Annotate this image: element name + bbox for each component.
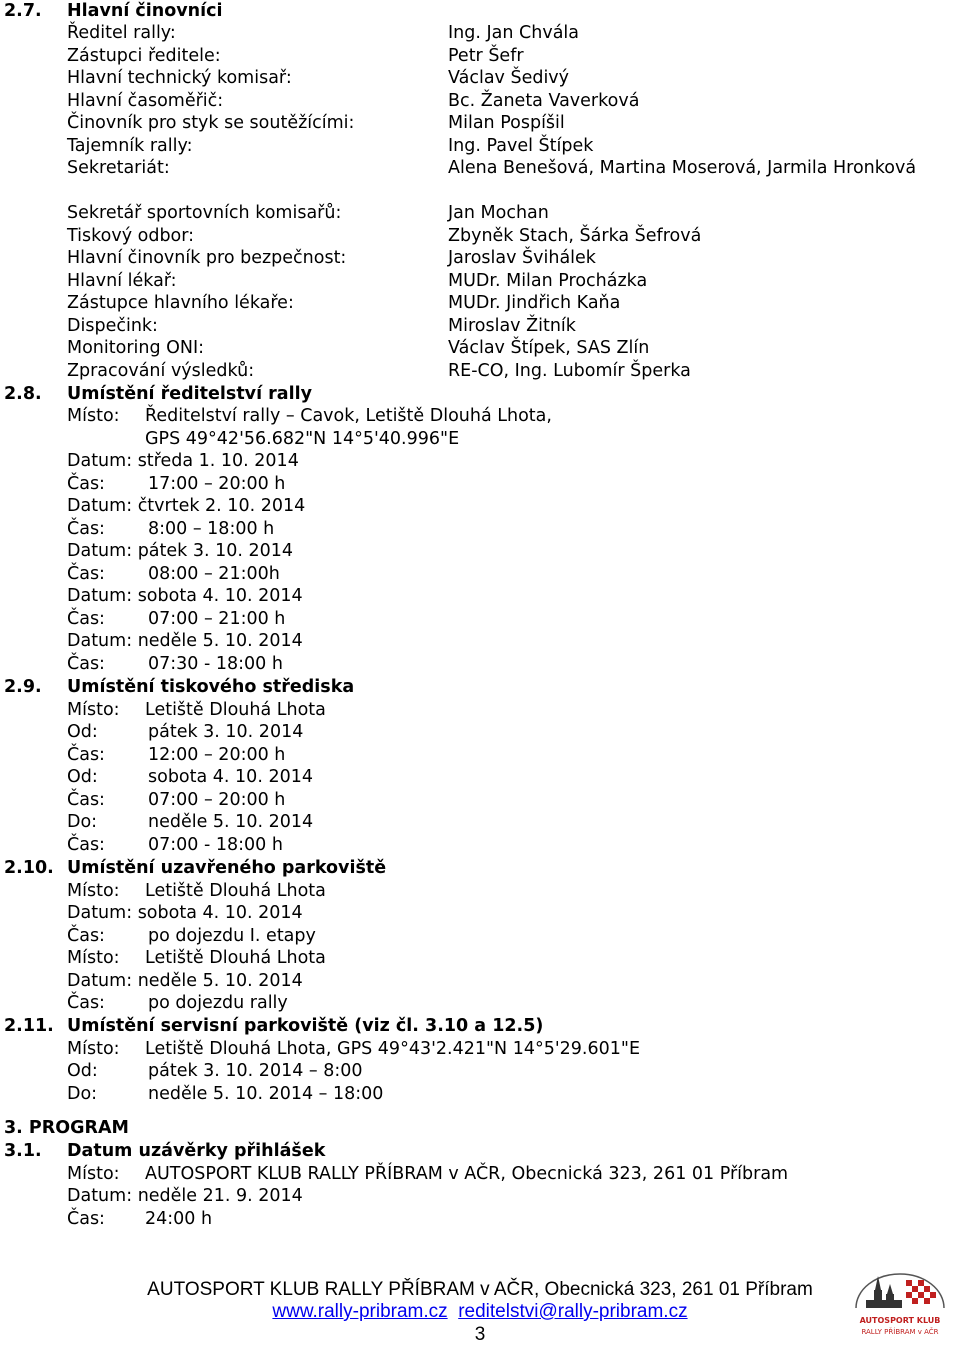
- value-datum: pátek 3. 10. 2014: [137, 541, 294, 561]
- value-dispecink: Miroslav Žitník: [448, 316, 576, 336]
- label-misto: Místo:: [67, 1164, 120, 1184]
- label-datum: Datum: středa 1. 10. 2014: [67, 451, 299, 471]
- value-tajemnik: Ing. Pavel Štípek: [448, 136, 594, 156]
- section-title-uzavrene-parkoviste: Umístění uzavřeného parkoviště: [67, 858, 387, 878]
- value-datum: čtvrtek 2. 10. 2014: [137, 496, 306, 516]
- section-title-servisni-parkoviste: Umístění servisní parkoviště (viz čl. 3.10 a 12.5): [67, 1016, 544, 1036]
- label-od: Od:: [67, 722, 98, 742]
- label-dispecink: Dispečink:: [67, 316, 158, 336]
- logo-text-bottom: RALLY PŘÍBRAM v AČR: [861, 1328, 939, 1336]
- section-number-2-8: 2.8.: [4, 384, 42, 404]
- logo-text-top: AUTOSPORT KLUB: [859, 1316, 941, 1325]
- value-misto-line1: Ředitelství rally – Cavok, Letiště Dlouhá Lhota,: [145, 406, 552, 426]
- value-cas: 17:00 – 20:00 h: [148, 474, 286, 494]
- value-cas: 07:00 - 18:00 h: [148, 835, 283, 855]
- value-casomeric: Bc. Žaneta Vaverková: [448, 91, 640, 111]
- page-number: 3: [474, 1324, 486, 1345]
- value-styk-se-soutezicimi: Milan Pospíšil: [448, 113, 565, 133]
- label-zastupci: Zástupci ředitele:: [67, 46, 221, 66]
- value-hlavni-lekar: MUDr. Milan Procházka: [448, 271, 648, 291]
- label-zpracovani-vysledku: Zpracování výsledků:: [67, 361, 255, 381]
- section-number-2-11: 2.11.: [4, 1016, 54, 1036]
- value-do: neděle 5. 10. 2014 – 18:00: [148, 1084, 384, 1104]
- footer-links: [0, 1301, 960, 1323]
- value-misto: Letiště Dlouhá Lhota, GPS 49°43'2.421"N 14°5'29.601"E: [145, 1039, 640, 1059]
- label-cas: Čas:: [67, 745, 105, 765]
- value-misto: Letiště Dlouhá Lhota: [145, 948, 326, 968]
- value-reditel: Ing. Jan Chvála: [448, 23, 580, 43]
- label-misto: Místo:: [67, 406, 120, 426]
- label-misto: Místo:: [67, 700, 120, 720]
- value-cas: 07:00 – 20:00 h: [148, 790, 286, 810]
- label-datum: Datum: neděle 5. 10. 2014: [67, 971, 303, 991]
- label-bezpecnost: Hlavní činovník pro bezpečnost:: [67, 248, 347, 268]
- value-misto-gps: GPS 49°42'56.682"N 14°5'40.996"E: [145, 429, 460, 449]
- label-do: Do:: [67, 1084, 98, 1104]
- value-datum: sobota 4. 10. 2014: [137, 903, 303, 923]
- club-logo: [848, 1268, 952, 1340]
- value-technicky-komisar: Václav Šedivý: [448, 68, 570, 88]
- label-datum: Datum: pátek 3. 10. 2014: [67, 541, 294, 561]
- value-datum: neděle 21. 9. 2014: [137, 1186, 303, 1206]
- label-zastupce-lekare: Zástupce hlavního lékaře:: [67, 293, 294, 313]
- label-tajemnik: Tajemník rally:: [67, 136, 193, 156]
- label-datum: Datum: neděle 21. 9. 2014: [67, 1186, 303, 1206]
- section-program: 3. PROGRAM: [4, 1118, 129, 1138]
- value-misto: AUTOSPORT KLUB RALLY PŘÍBRAM v AČR, Obecnická 323, 261 01 Příbram: [145, 1164, 789, 1184]
- value-bezpecnost: Jaroslav Švihálek: [448, 248, 596, 268]
- label-cas: Čas:: [67, 926, 105, 946]
- value-cas: 8:00 – 18:00 h: [148, 519, 275, 539]
- label-styk-se-soutezicimi: Činovník pro styk se soutěžícími:: [67, 113, 355, 133]
- section-number-2-10: 2.10.: [4, 858, 54, 878]
- label-misto: Místo:: [67, 1039, 120, 1059]
- label-reditel: Ředitel rally:: [67, 23, 176, 43]
- value-zastupce-lekare: MUDr. Jindřich Kaňa: [448, 293, 621, 313]
- value-cas: 08:00 – 21:00h: [148, 564, 280, 584]
- label-datum: Datum: čtvrtek 2. 10. 2014: [67, 496, 306, 516]
- label-technicky-komisar: Hlavní technický komisař:: [67, 68, 292, 88]
- label-datum: Datum: neděle 5. 10. 2014: [67, 631, 303, 651]
- label-cas: Čas:: [67, 474, 105, 494]
- label-cas: Čas:: [67, 609, 105, 629]
- value-zpracovani-vysledku: RE-CO, Ing. Lubomír Šperka: [448, 361, 691, 381]
- value-cas: po dojezdu rally: [148, 993, 288, 1013]
- label-do: Do:: [67, 812, 98, 832]
- value-do: neděle 5. 10. 2014: [148, 812, 314, 832]
- label-datum: Datum: sobota 4. 10. 2014: [67, 903, 303, 923]
- value-od: sobota 4. 10. 2014: [148, 767, 313, 787]
- section-number-2-9: 2.9.: [4, 677, 42, 697]
- label-datum: Datum: sobota 4. 10. 2014: [67, 586, 303, 606]
- section-number-2-7: 2.7.: [4, 1, 42, 21]
- value-cas: po dojezdu I. etapy: [148, 926, 316, 946]
- section-number-3-1: 3.1.: [4, 1141, 42, 1161]
- value-datum: sobota 4. 10. 2014: [137, 586, 303, 606]
- value-monitoring-oni: Václav Štípek, SAS Zlín: [448, 338, 650, 358]
- value-misto: Letiště Dlouhá Lhota: [145, 700, 326, 720]
- label-od: Od:: [67, 1061, 98, 1081]
- value-cas: 12:00 – 20:00 h: [148, 745, 286, 765]
- label-hlavni-lekar: Hlavní lékař:: [67, 271, 177, 291]
- section-title-tiskove-stredisko: Umístění tiskového střediska: [67, 677, 355, 697]
- value-cas: 24:00 h: [145, 1209, 213, 1229]
- value-sekretariat: Alena Benešová, Martina Moserová, Jarmila Hronková: [448, 158, 917, 178]
- value-misto: Letiště Dlouhá Lhota: [145, 881, 326, 901]
- value-cas: 07:00 – 21:00 h: [148, 609, 286, 629]
- label-casomeric: Hlavní časoměřič:: [67, 91, 224, 111]
- label-cas: Čas:: [67, 993, 105, 1013]
- label-cas: Čas:: [67, 790, 105, 810]
- value-od: pátek 3. 10. 2014: [148, 722, 304, 742]
- footer-web-link[interactable]: www.rally-pribram.cz: [272, 1301, 448, 1322]
- value-datum: neděle 5. 10. 2014: [137, 631, 303, 651]
- label-tiskovy-odbor: Tiskový odbor:: [67, 226, 195, 246]
- value-sekretar-komisaru: Jan Mochan: [448, 203, 549, 223]
- value-cas: 07:30 - 18:00 h: [148, 654, 283, 674]
- label-cas: Čas:: [67, 654, 105, 674]
- value-datum: neděle 5. 10. 2014: [137, 971, 303, 991]
- label-od: Od:: [67, 767, 98, 787]
- value-od: pátek 3. 10. 2014 – 8:00: [148, 1061, 363, 1081]
- label-cas: Čas:: [67, 835, 105, 855]
- footer-organization: AUTOSPORT KLUB RALLY PŘÍBRAM v AČR, Obecnická 323, 261 01 Příbram: [147, 1279, 813, 1300]
- value-datum: středa 1. 10. 2014: [137, 451, 299, 471]
- label-monitoring-oni: Monitoring ONI:: [67, 338, 205, 358]
- label-misto: Místo:: [67, 881, 120, 901]
- label-misto: Místo:: [67, 948, 120, 968]
- section-title-reditelstvi: Umístění ředitelství rally: [67, 384, 313, 404]
- label-cas: Čas:: [67, 519, 105, 539]
- label-cas: Čas:: [67, 1209, 105, 1229]
- section-title-hlavni-cinovnici: Hlavní činovníci: [67, 1, 223, 21]
- label-sekretar-komisaru: Sekretář sportovních komisařů:: [67, 203, 342, 223]
- label-sekretariat: Sekretariát:: [67, 158, 170, 178]
- section-title-uzaverka: Datum uzávěrky přihlášek: [67, 1141, 326, 1161]
- logo-church: [866, 1276, 902, 1308]
- value-tiskovy-odbor: Zbyněk Stach, Šárka Šefrová: [448, 226, 702, 246]
- value-zastupci: Petr Šefr: [448, 46, 524, 66]
- footer-email-link[interactable]: reditelstvi@rally-pribram.cz: [458, 1301, 688, 1322]
- label-cas: Čas:: [67, 564, 105, 584]
